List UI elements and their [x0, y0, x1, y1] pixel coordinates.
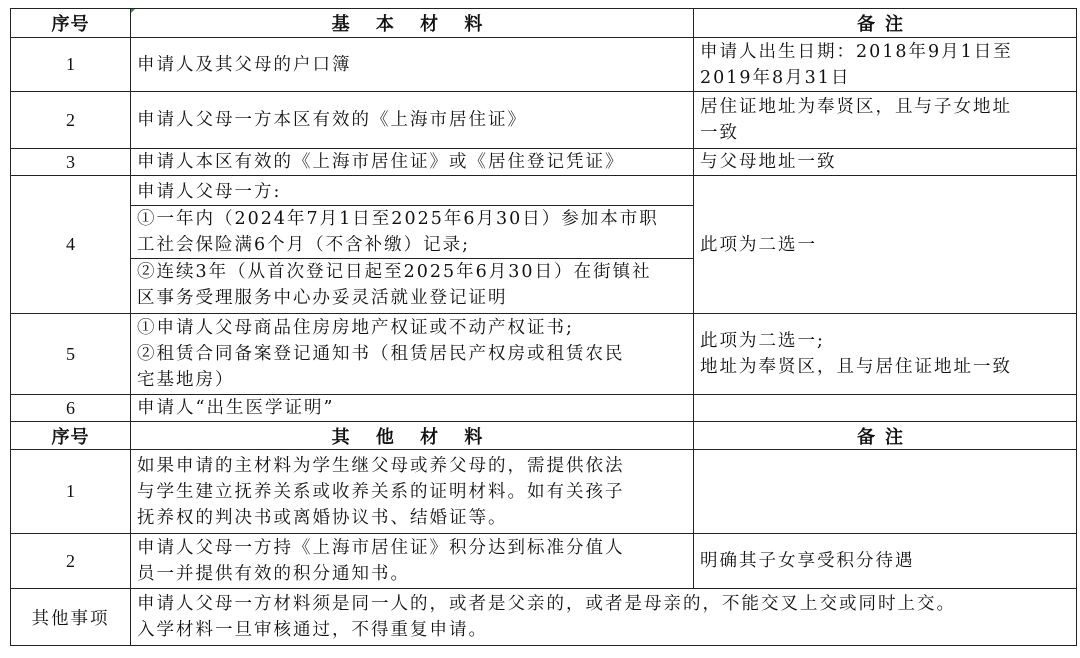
material-line: 区事务受理服务中心办妥灵活就业登记证明 [137, 287, 508, 308]
other-matters-line: 入学材料一旦审核通过，不得重复申请。 [137, 620, 488, 640]
table-row [11, 314, 1077, 395]
material-cell [131, 534, 694, 589]
note-line: 2019年8月31日 [700, 67, 851, 88]
header-note: 备注 [694, 9, 1077, 38]
material-part [131, 258, 693, 311]
table-row [11, 176, 1077, 314]
note-cell [694, 92, 1077, 149]
row-number: 2 [11, 534, 131, 589]
material-cell [131, 176, 694, 314]
row-number: 3 [11, 149, 131, 176]
material-cell [131, 38, 694, 92]
material-line: 与学生建立抚养关系或收养关系的证明材料。如有关孩子 [137, 481, 625, 502]
basic-materials-header-row [11, 9, 1077, 38]
note-cell [694, 176, 1077, 314]
material-line: 如果申请的主材料为学生继父母或养父母的，需提供依法 [137, 455, 625, 476]
header-no: 序号 [11, 9, 131, 38]
note-cell [694, 534, 1077, 589]
note-line: 地址为奉贤区，且与居住证地址一致 [700, 357, 1012, 377]
note-line: 申请人出生日期：2018年9月1日至 [700, 41, 1013, 62]
material-line: 工社会保险满6个月（不含补缴）记录; [137, 234, 471, 255]
material-part [131, 205, 693, 258]
table-row [11, 534, 1077, 589]
table-row [11, 38, 1077, 92]
note-cell [694, 38, 1077, 92]
material-cell [131, 395, 694, 422]
note-line: 此项为二选一; [700, 331, 825, 351]
header-other-materials: 其 他 材 料 [131, 422, 694, 450]
materials-table [10, 8, 1077, 646]
material-line: 申请人父母一方: [137, 181, 282, 202]
row-number: 4 [11, 176, 131, 314]
material-line: 申请人及其父母的户口簿 [137, 54, 352, 75]
material-line: 申请人本区有效的《上海市居住证》或《居住登记凭证》 [137, 152, 625, 172]
material-line: 抚养权的判决书或离婚协议书、结婚证等。 [137, 507, 508, 528]
material-line: ②租赁合同备案登记通知书（租赁居民产权房或租赁农民 [137, 344, 625, 364]
other-matters-line: 申请人父母一方材料须是同一人的，或者是父亲的，或者是母亲的，不能交叉上交或同时上交。 [137, 594, 956, 614]
material-line: ①申请人父母商品住房房地产权证或不动产权证书; [137, 318, 574, 338]
other-matters-row [11, 589, 1077, 646]
note-line: 居住证地址为奉贤区，且与子女地址 [700, 97, 1012, 117]
note-cell [694, 314, 1077, 395]
header-note: 备注 [694, 422, 1077, 450]
material-line: 申请人“出生医学证明” [137, 398, 335, 418]
header-basic-materials: 基 本 材 料 [131, 9, 694, 38]
row-number: 5 [11, 314, 131, 395]
material-line: 员一并提供有效的积分通知书。 [137, 564, 410, 584]
material-line: 申请人父母一方本区有效的《上海市居住证》 [137, 110, 527, 130]
note-line: 此项为二选一 [700, 234, 817, 255]
header-no: 序号 [11, 422, 131, 450]
row-number: 6 [11, 395, 131, 422]
material-line: 申请人父母一方持《上海市居住证》积分达到标准分值人 [137, 538, 625, 558]
material-line: ①一年内（2024年7月1日至2025年6月30日）参加本市职 [137, 208, 659, 229]
note-line: 明确其子女享受积分待遇 [700, 551, 915, 571]
row-number: 1 [11, 450, 131, 534]
row-number: 2 [11, 92, 131, 149]
material-cell [131, 149, 694, 176]
material-line: ②连续3年（从首次登记日起至2025年6月30日）在街镇社 [137, 261, 652, 282]
note-line: 与父母地址一致 [700, 152, 837, 172]
note-cell [694, 450, 1077, 534]
note-cell [694, 149, 1077, 176]
table-row [11, 450, 1077, 534]
row-number: 1 [11, 38, 131, 92]
other-materials-header-row [11, 422, 1077, 450]
material-part [131, 179, 693, 205]
other-matters-label: 其他事项 [11, 589, 131, 646]
material-line: 宅基地房） [137, 370, 235, 390]
material-cell [131, 92, 694, 149]
table-row [11, 92, 1077, 149]
table-row [11, 149, 1077, 176]
material-cell [131, 314, 694, 395]
material-cell [131, 450, 694, 534]
note-cell [694, 395, 1077, 422]
note-line: 一致 [700, 123, 739, 143]
table-row [11, 395, 1077, 422]
other-matters-text [131, 589, 1077, 646]
